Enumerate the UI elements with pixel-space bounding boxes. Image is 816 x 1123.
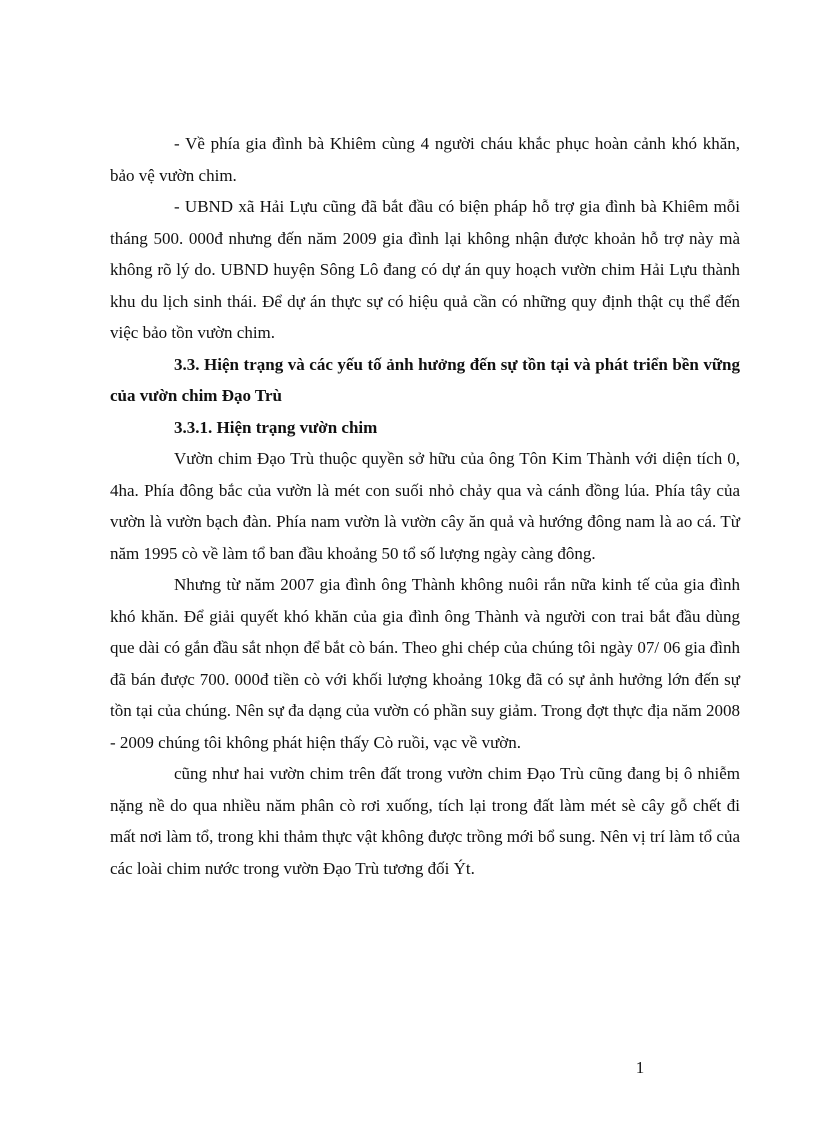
page-body — [110, 128, 740, 884]
paragraph-commune-support: - UBND xã Hải Lựu cũng đã bắt đầu có biện pháp hỗ trợ gia đình bà Khiêm mỗi tháng 500. 000đ nhưng đến năm 2009 gia đình lại không nhận được khoản hỗ trợ này mà không rõ lý do. UBND huyện Sông Lô đang có dự án quy hoạch vườn chim Hải Lựu thành khu du lịch sinh thái. Để dự án thực sự có hiệu quả cần có những quy định thật cụ thể đến việc bảo tồn vườn chim. — [110, 197, 740, 342]
paragraph-pollution: cũng như hai vườn chim trên đất trong vườn chim Đạo Trù cũng đang bị ô nhiễm nặng nề do qua nhiều năm phân cò rơi xuống, tích lại trong đất làm mét sè cây gỗ chết đi mất nơi làm tổ, trong khi thảm thực vật không được trồng mới bổ sung. Nên vị trí làm tổ của các loài chim nước trong vườn Đạo Trù tương đối Ýt. — [110, 764, 740, 878]
page-number: 1 — [635, 1058, 645, 1077]
subsection-heading-3-3-1: 3.3.1. Hiện trạng vườn chim — [174, 417, 378, 437]
paragraph-garden-description: Vườn chim Đạo Trù thuộc quyền sở hữu của ông Tôn Kim Thành với diện tích 0, 4ha. Phía đông bắc của vườn là mét con suối nhỏ chảy qua và cánh đồng lúa. Phía tây của vườn là vườn bạch đàn. Phía nam vườn là vườn cây ăn quả và hướng đông nam là ao cá. Từ năm 1995 cò về làm tổ ban đầu khoảng 50 tổ số lượng ngày càng đông. — [110, 449, 740, 563]
section-heading-3-3: 3.3. Hiện trạng và các yếu tố ảnh hưởng đến sự tồn tại và phát triển bền vững của vườn chim Đạo Trù — [110, 354, 740, 405]
paragraph-hunting-impact: Nhưng từ năm 2007 gia đình ông Thành không nuôi rắn nữa kinh tế của gia đình khó khăn. Để giải quyết khó khăn của gia đình ông Thành và người con trai bắt đầu dùng que dài có gắn đầu sắt nhọn để bắt cò bán. Theo ghi chép của chúng tôi ngày 07/ 06 gia đình đã bán được 700. 000đ tiền cò với khối lượng khoảng 10kg đã có sự ảnh hưởng lớn đến sự tồn tại của chúng. Nên sự đa dạng của vườn có phần suy giảm. Trong đợt thực địa năm 2008 - 2009 chúng tôi không phát hiện thấy Cò ruồi, vạc về vườn. — [110, 575, 740, 752]
paragraph-family-effort: - Về phía gia đình bà Khiêm cùng 4 người cháu khắc phục hoàn cảnh khó khăn, bảo vệ vườn chim. — [110, 134, 740, 185]
